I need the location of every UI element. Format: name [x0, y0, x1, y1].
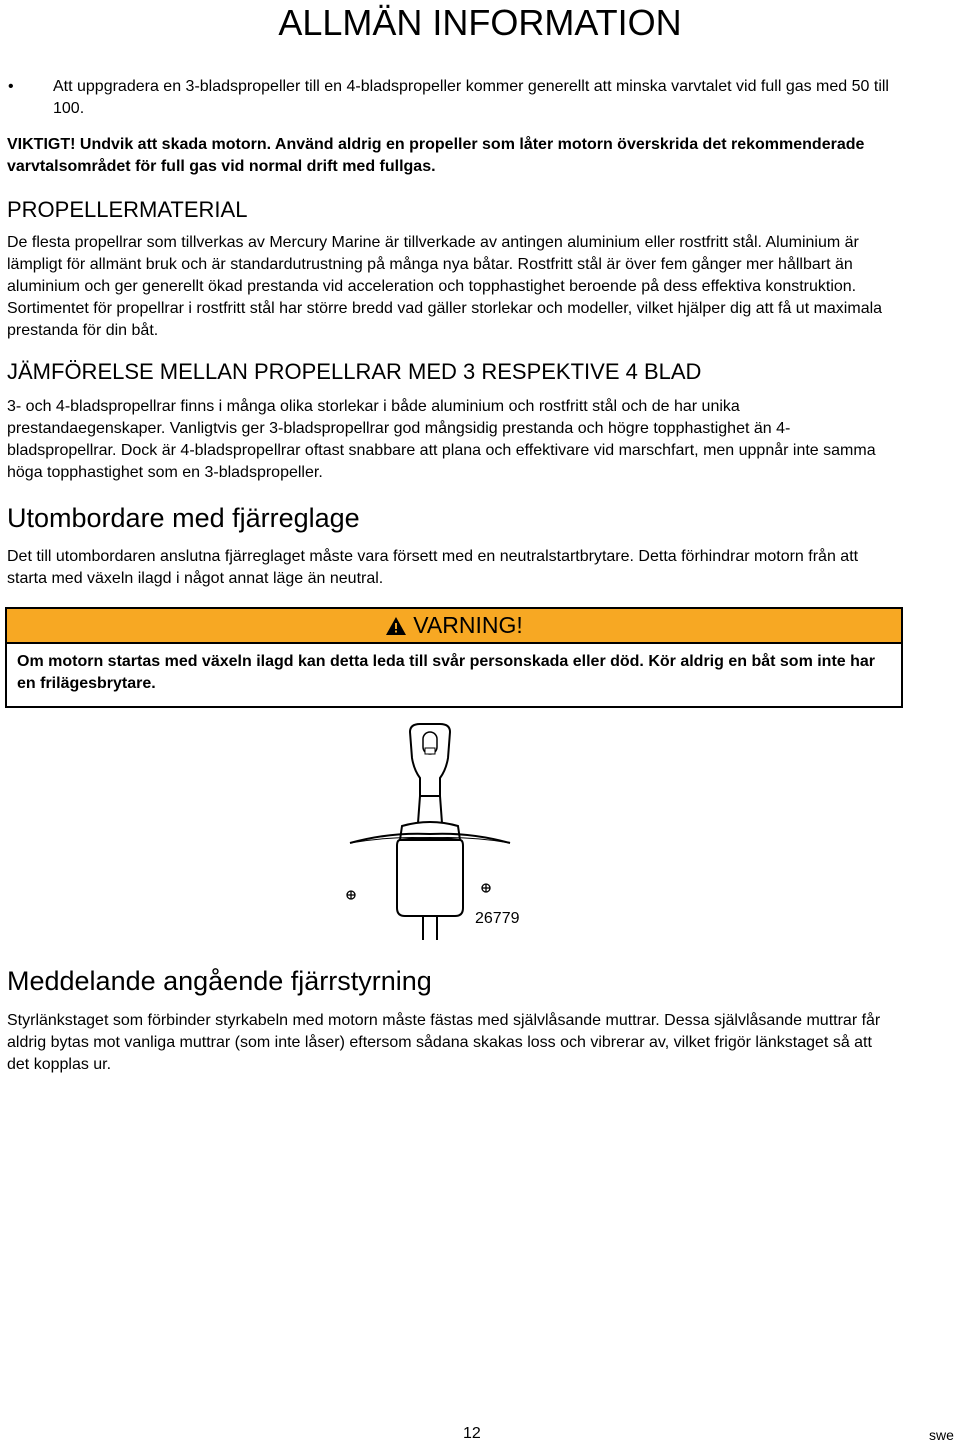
comparison-body: 3- och 4-bladspropellrar finns i många olika storlekar i både aluminium och rostfritt stål och de har unika prestandaegenskaper. Vanligtvis ger 3-bladspropellrar god mångsidig prestanda och högre topphastighet än 4-bladspropellrar. Dock är 4-bladspropellrar oftast snabbare att plana och effektivare vid marschfart, men uppnår inte samma höga topphastighet som en 3-bladspropeller. — [7, 398, 876, 481]
warning-title: VARNING! — [413, 612, 523, 638]
heading-remote: Utombordare med fjärreglage — [7, 503, 360, 533]
important-note: VIKTIGT! Undvik att skada motorn. Använd aldrig en propeller som låter motorn överskrida det rekommenderade varvtalsområdet för full gas vid normal drift med fullgas. — [7, 136, 865, 175]
warning-header — [7, 609, 901, 644]
bullet-text: Att uppgradera en 3-bladspropeller till en 4-bladspropeller kommer generellt att minska varvtalet vid full gas med 50 till 100. — [53, 78, 889, 117]
figure-label: 26779 — [475, 910, 520, 927]
warning-box — [5, 607, 903, 708]
warning-text: Om motorn startas med växeln ilagd kan detta leda till svår personskada eller död. Kör aldrig en båt som inte har en frilägesbrytare. — [17, 653, 876, 692]
heading-steering: Meddelande angående fjärrstyrning — [7, 966, 432, 996]
propellermaterial-body: De flesta propellrar som tillverkas av Mercury Marine är tillverkade av antingen aluminium eller rostfritt stål. Aluminium är lämpligt för allmänt bruk och är standardutrustning på många nya båtar. Rostfritt stål är över fem gånger mer hållbart än aluminium och ger generellt ökad prestanda vid acceleration och topphastighet beroende på dess effektiva konstruktion. Sortimentet för propellrar i rostfritt stål har större bredd vad gäller storlekar och modeller, vilket hjälper dig att få ut maximala prestanda för din båt. — [7, 234, 883, 339]
remote-body: Det till utombordaren anslutna fjärreglaget måste vara försett med en neutralstartbrytare. Detta förhindrar motorn från att starta med växeln ilagd i något annat läge än neutral. — [7, 548, 859, 587]
steering-body: Styrlänkstaget som förbinder styrkabeln med motorn måste fästas med självlåsande muttrar. Dessa självlåsande muttrar får aldrig bytas mot vanliga muttrar (som inte låser) eftersom sådana skakas loss och vibrerar av, vilket frigör länkstaget så att det kopplas ur. — [7, 1012, 881, 1073]
language-code: swe — [929, 1427, 954, 1443]
warning-triangle-icon — [385, 616, 407, 636]
bullet-marker: • — [8, 78, 14, 95]
page-number: 12 — [463, 1425, 481, 1442]
heading-propellermaterial: PROPELLERMATERIAL — [7, 197, 248, 222]
heading-comparison: JÄMFÖRELSE MELLAN PROPELLRAR MED 3 RESPEKTIVE 4 BLAD — [7, 359, 702, 384]
page-title: ALLMÄN INFORMATION — [278, 2, 682, 43]
